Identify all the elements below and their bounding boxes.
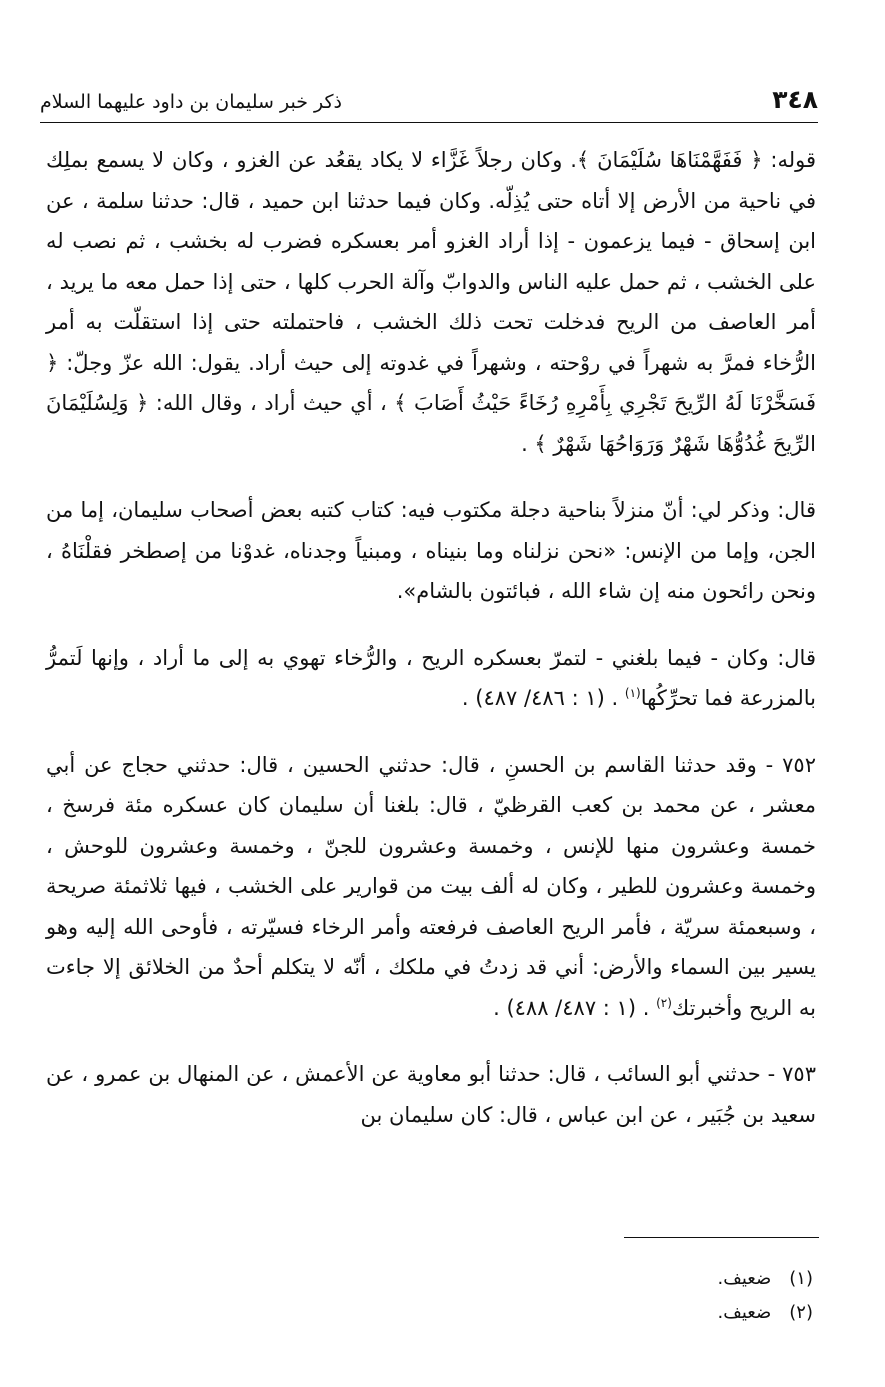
main-text <box>46 140 816 1135</box>
footnote-divider <box>624 1237 819 1238</box>
paragraph-1 <box>46 140 816 464</box>
footnote-marker: (١) <box>624 686 641 700</box>
footnote-text: ضعيف. <box>717 1302 772 1323</box>
running-header <box>40 82 818 123</box>
footnotes <box>413 1262 813 1330</box>
paragraph-text: قال: وكان - فيما بلغني - لتمرّ بعسكره الريح ، والرُّخاء تهوي به إلى ما أراد ، وإنها لَتمرُّ بالمزرعة فما تحرِّكُها <box>46 645 816 710</box>
footnote-1 <box>413 1262 813 1296</box>
paragraph-text: ٧٥٢ - وقد حدثنا القاسم بن الحسنِ ، قال: حدثني الحسين ، قال: حدثني حجاج عن أبي معشر ، عن محمد بن كعب القرظيّ ، قال: بلغنا أن سليمان كان عسكره مئة فرسخ ، خمسة وعشرون منها للإنس ، وخمسة وعشرون للجنّ ، وخمسة وعشرون للوحش ، وخمسة وعشرون للطير ، وكان له ألف بيت من قوارير على الخشب ، فيها ثلاثمئة صريحة ، وسبعمئة سريّة ، فأمر الريح العاصف فرفعته وأمر الرخاء فسيّرته ، فأوحى الله إليه وهو يسير بين السماء والأرض: أني قد زدتُ في ملكك ، أنّه لا يتكلم أحدٌ من الخلائق إلا جاءت به الريح وأخبرتك <box>46 752 816 1020</box>
page-number: ٣٤٨ <box>772 85 818 114</box>
paragraph-5 <box>46 1054 816 1135</box>
paragraph-text: قوله: ﴿ فَفَهَّمْنَاهَا سُلَيْمَانَ ﴾. وكان رجلاً غَزَّاء لا يكاد يقعُد عن الغزو ، وكان لا يسمع بملِك في ناحية من الأرض إلا أتاه حتى يُذِلّه. وكان فيما حدثنا ابن حميد ، قال: حدثنا سلمة ، عن ابن إسحاق - فيما يزعمون - إذا أراد الغزو أمر بعسكره فضرب له بخشب ، ثم نصب له على الخشب ، ثم حمل عليه الناس والدوابّ وآلة الحرب كلها ، حتى إذا حمل معه ما يريد ، أمر العاصف من الريح فدخلت تحت ذلك الخشب ، فاحتملته حتى إذا استقلّت به أمر الرُّخاء فمرَّ به شهراً في روْحته ، وشهراً في غدوته إلى حيث أراد. يقول: الله عزّ وجلّ: ﴿ فَسَخَّرْنَا لَهُ الرِّيحَ تَجْرِي بِأَمْرِهِ رُخَاءً حَيْثُ أَصَابَ ﴾ ، أي حيث أراد ، وقال الله: ﴿ وَلِسُلَيْمَانَ الرِّيحَ غُدُوُّهَا شَهْرٌ وَرَوَاحُهَا شَهْرٌ ﴾ . <box>46 148 816 456</box>
footnote-number: (٢) <box>789 1302 813 1323</box>
paragraph-text: قال: وذكر لي: أنّ منزلاً بناحية دجلة مكتوب فيه: كتاب كتبه بعض أصحاب سليمان، إما من الجن، وإما من الإنس: «نحن نزلناه وما بنيناه ، ومبنياً وجدناه، غدوْنا من إصطخر فقلْنَاهُ ، ونحن رائحون منه إن شاء الله ، فبائتون بالشام». <box>46 498 816 603</box>
source-reference: . (١ : ٤٨٧/ ٤٨٨) . <box>493 995 650 1020</box>
paragraph-3 <box>46 638 816 719</box>
footnote-marker: (٢) <box>656 995 672 1010</box>
paragraph-2 <box>46 490 816 612</box>
footnote-number: (١) <box>789 1268 813 1289</box>
footnote-text: ضعيف. <box>717 1268 772 1289</box>
paragraph-4 <box>46 745 816 1029</box>
chapter-title: ذكر خبر سليمان بن داود عليهما السلام <box>40 91 342 113</box>
source-reference: . (١ : ٤٨٦/ ٤٨٧) . <box>461 686 619 710</box>
paragraph-text: ٧٥٣ - حدثني أبو السائب ، قال: حدثنا أبو معاوية عن الأعمش ، عن المنهال بن عمرو ، عن سعيد بن جُبَير ، عن ابن عباس ، قال: كان سليمان بن <box>46 1062 816 1127</box>
footnote-2 <box>413 1296 813 1330</box>
